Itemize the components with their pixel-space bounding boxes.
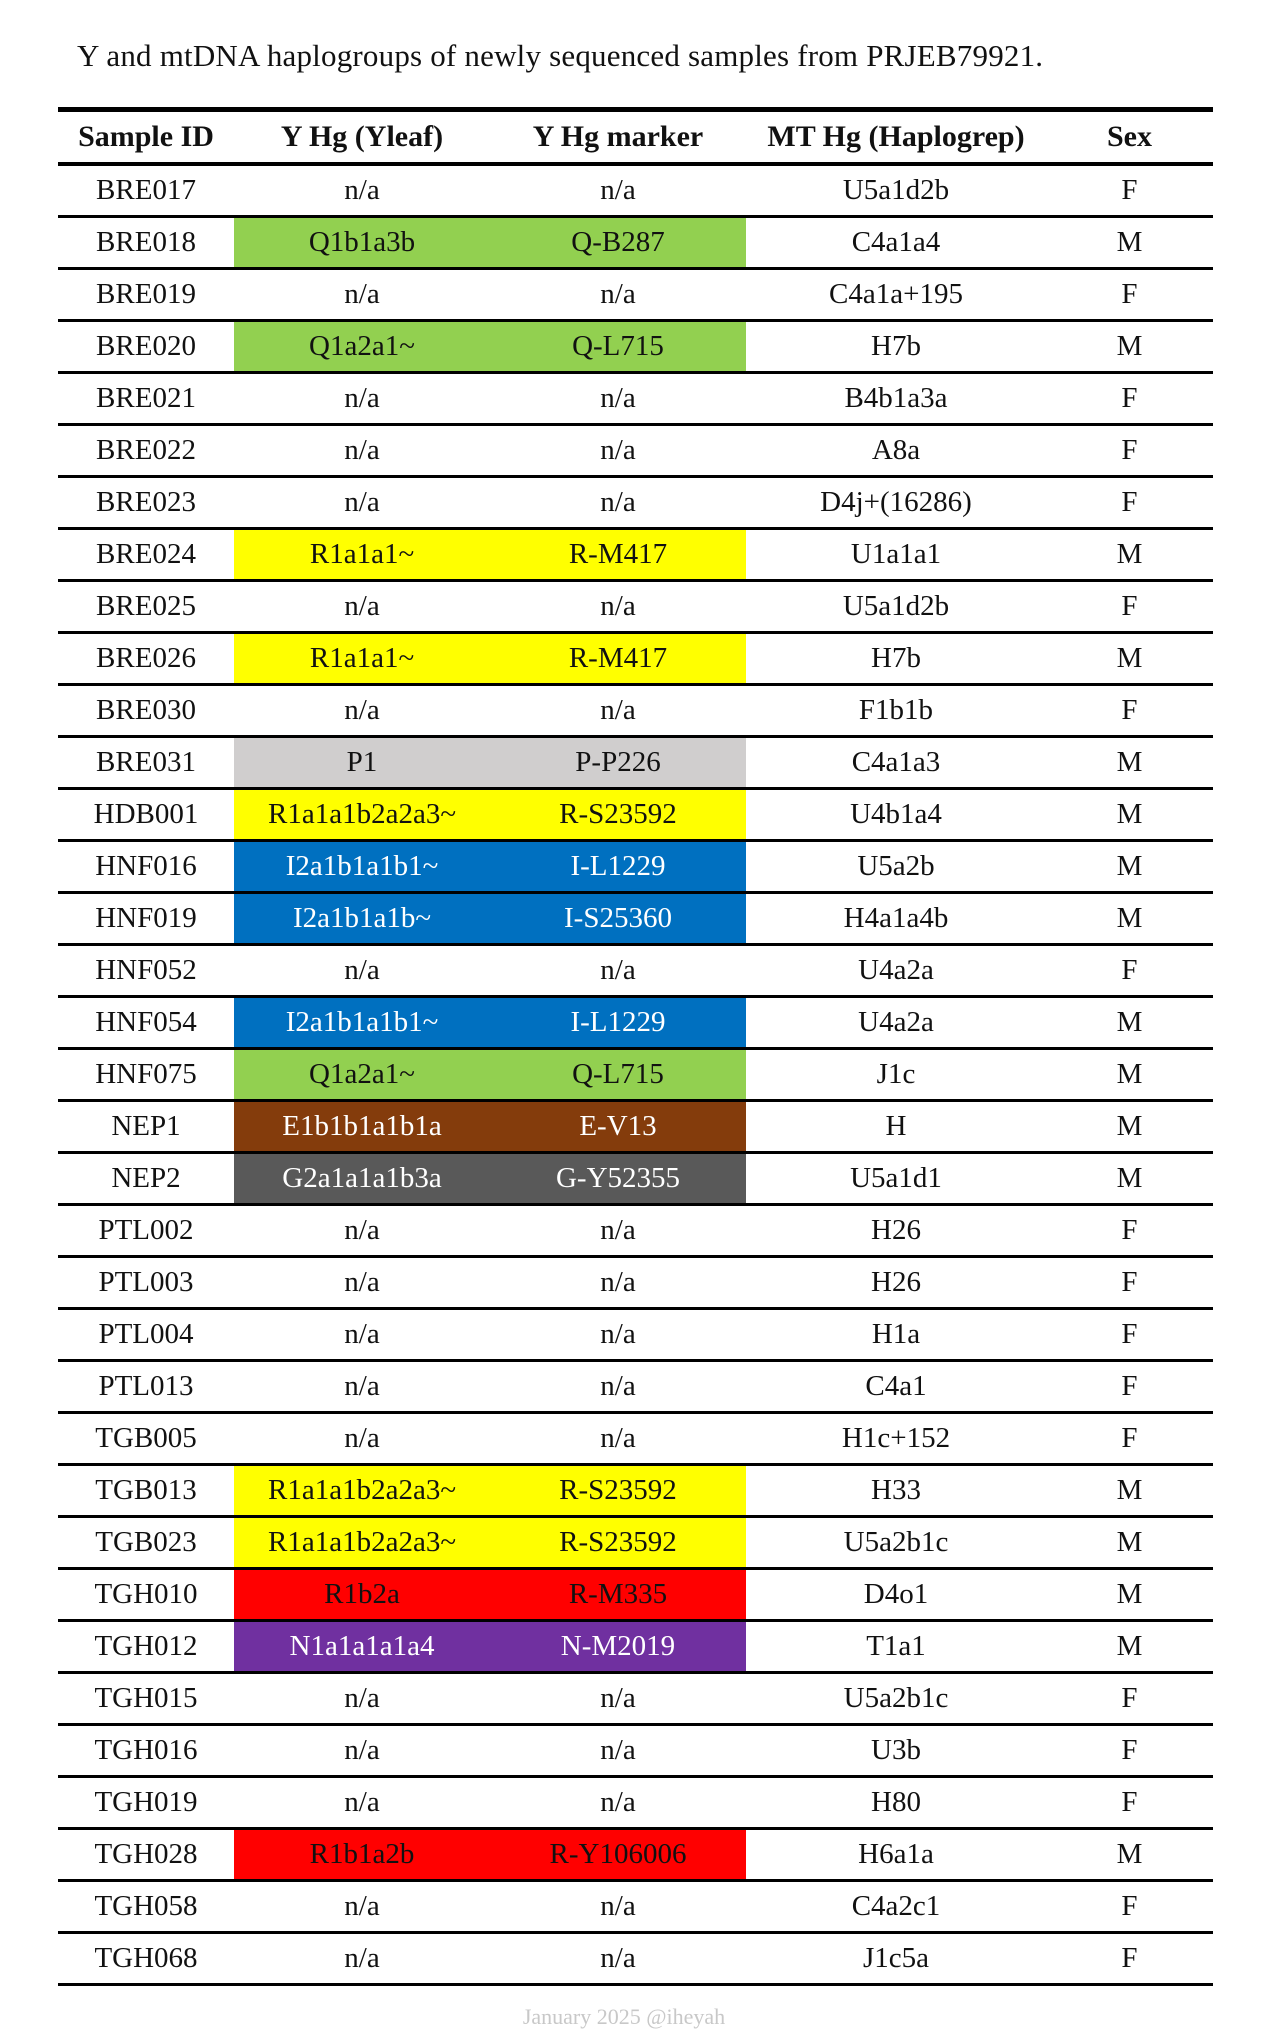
mt-hg-cell: U5a2b1c bbox=[746, 1673, 1046, 1725]
sex-cell: M bbox=[1046, 737, 1213, 789]
sample-id-cell: NEP2 bbox=[58, 1153, 234, 1205]
y-hg-cell: Q1b1a3b bbox=[234, 217, 490, 269]
mt-hg-cell: C4a1a4 bbox=[746, 217, 1046, 269]
y-hg-cell: n/a bbox=[234, 1933, 490, 1985]
mt-hg-cell: U5a1d2b bbox=[746, 164, 1046, 217]
mt-hg-cell: U5a1d1 bbox=[746, 1153, 1046, 1205]
mt-hg-cell: H bbox=[746, 1101, 1046, 1153]
sex-cell: M bbox=[1046, 529, 1213, 581]
sex-cell: M bbox=[1046, 1621, 1213, 1673]
sample-id-cell: BRE026 bbox=[58, 633, 234, 685]
y-hg-cell: n/a bbox=[234, 164, 490, 217]
y-hg-cell: n/a bbox=[234, 581, 490, 633]
table-row bbox=[58, 1673, 1213, 1725]
y-hg-cell: n/a bbox=[234, 1257, 490, 1309]
sample-id-cell: BRE022 bbox=[58, 425, 234, 477]
sample-id-cell: BRE017 bbox=[58, 164, 234, 217]
sample-id-cell: BRE031 bbox=[58, 737, 234, 789]
y-hg-cell: n/a bbox=[234, 945, 490, 997]
sample-id-cell: TGH019 bbox=[58, 1777, 234, 1829]
y-hg-cell: R1a1a1~ bbox=[234, 529, 490, 581]
table-row bbox=[58, 529, 1213, 581]
y-hg-cell: n/a bbox=[234, 1361, 490, 1413]
sample-id-cell: HNF016 bbox=[58, 841, 234, 893]
mt-hg-cell: U5a2b1c bbox=[746, 1517, 1046, 1569]
sample-id-cell: HDB001 bbox=[58, 789, 234, 841]
table-row bbox=[58, 737, 1213, 789]
table-row bbox=[58, 633, 1213, 685]
table-row bbox=[58, 1413, 1213, 1465]
mt-hg-cell: B4b1a3a bbox=[746, 373, 1046, 425]
y-hg-cell: R1a1a1~ bbox=[234, 633, 490, 685]
y-hg-cell: Q1a2a1~ bbox=[234, 1049, 490, 1101]
sample-id-cell: BRE021 bbox=[58, 373, 234, 425]
sample-id-cell: BRE024 bbox=[58, 529, 234, 581]
sex-cell: F bbox=[1046, 373, 1213, 425]
y-marker-cell: R-S23592 bbox=[490, 1465, 746, 1517]
y-hg-cell: R1b1a2b bbox=[234, 1829, 490, 1881]
y-marker-cell: I-L1229 bbox=[490, 997, 746, 1049]
y-marker-cell: R-Y106006 bbox=[490, 1829, 746, 1881]
y-hg-cell: Q1a2a1~ bbox=[234, 321, 490, 373]
y-marker-cell: n/a bbox=[490, 425, 746, 477]
y-marker-cell: n/a bbox=[490, 1205, 746, 1257]
sex-cell: M bbox=[1046, 893, 1213, 945]
sample-id-cell: HNF019 bbox=[58, 893, 234, 945]
sex-cell: F bbox=[1046, 1725, 1213, 1777]
table-row bbox=[58, 841, 1213, 893]
sex-cell: M bbox=[1046, 1517, 1213, 1569]
table-row bbox=[58, 1517, 1213, 1569]
column-header-mt-hg: MT Hg (Haplogrep) bbox=[746, 110, 1046, 165]
mt-hg-cell: F1b1b bbox=[746, 685, 1046, 737]
sex-cell: F bbox=[1046, 1673, 1213, 1725]
mt-hg-cell: C4a1a3 bbox=[746, 737, 1046, 789]
y-marker-cell: R-M417 bbox=[490, 633, 746, 685]
y-hg-cell: P1 bbox=[234, 737, 490, 789]
y-hg-cell: R1a1a1b2a2a3~ bbox=[234, 789, 490, 841]
y-marker-cell: R-M417 bbox=[490, 529, 746, 581]
y-hg-cell: I2a1b1a1b1~ bbox=[234, 997, 490, 1049]
y-marker-cell: n/a bbox=[490, 1413, 746, 1465]
sex-cell: M bbox=[1046, 1829, 1213, 1881]
sex-cell: F bbox=[1046, 477, 1213, 529]
y-hg-cell: N1a1a1a1a4 bbox=[234, 1621, 490, 1673]
sex-cell: F bbox=[1046, 1881, 1213, 1933]
y-marker-cell: G-Y52355 bbox=[490, 1153, 746, 1205]
sample-id-cell: PTL004 bbox=[58, 1309, 234, 1361]
y-marker-cell: R-M335 bbox=[490, 1569, 746, 1621]
table-row bbox=[58, 269, 1213, 321]
y-marker-cell: n/a bbox=[490, 1257, 746, 1309]
table-row bbox=[58, 1777, 1213, 1829]
table-caption: Y and mtDNA haplogroups of newly sequenced samples from PRJEB79921. bbox=[77, 38, 1044, 73]
sex-cell: M bbox=[1046, 1569, 1213, 1621]
sex-cell: M bbox=[1046, 841, 1213, 893]
table-row bbox=[58, 1205, 1213, 1257]
table-row bbox=[58, 893, 1213, 945]
sex-cell: M bbox=[1046, 1049, 1213, 1101]
table-row bbox=[58, 1465, 1213, 1517]
mt-hg-cell: J1c5a bbox=[746, 1933, 1046, 1985]
sample-id-cell: HNF075 bbox=[58, 1049, 234, 1101]
table-row bbox=[58, 1933, 1213, 1985]
y-hg-cell: n/a bbox=[234, 1413, 490, 1465]
y-hg-cell: I2a1b1a1b~ bbox=[234, 893, 490, 945]
table-row bbox=[58, 217, 1213, 269]
mt-hg-cell: H33 bbox=[746, 1465, 1046, 1517]
sex-cell: F bbox=[1046, 685, 1213, 737]
sample-id-cell: TGH028 bbox=[58, 1829, 234, 1881]
sample-id-cell: TGH010 bbox=[58, 1569, 234, 1621]
y-hg-cell: n/a bbox=[234, 269, 490, 321]
table-row bbox=[58, 945, 1213, 997]
sample-id-cell: TGB005 bbox=[58, 1413, 234, 1465]
sex-cell: F bbox=[1046, 1777, 1213, 1829]
mt-hg-cell: C4a1 bbox=[746, 1361, 1046, 1413]
table-row bbox=[58, 1881, 1213, 1933]
y-hg-cell: n/a bbox=[234, 1725, 490, 1777]
mt-hg-cell: C4a1a+195 bbox=[746, 269, 1046, 321]
sample-id-cell: PTL003 bbox=[58, 1257, 234, 1309]
mt-hg-cell: U4a2a bbox=[746, 945, 1046, 997]
mt-hg-cell: J1c bbox=[746, 1049, 1046, 1101]
y-hg-cell: n/a bbox=[234, 1309, 490, 1361]
sample-id-cell: TGH068 bbox=[58, 1933, 234, 1985]
sample-id-cell: PTL013 bbox=[58, 1361, 234, 1413]
sex-cell: F bbox=[1046, 1257, 1213, 1309]
sex-cell: M bbox=[1046, 321, 1213, 373]
table-row bbox=[58, 1309, 1213, 1361]
mt-hg-cell: U5a2b bbox=[746, 841, 1046, 893]
column-header-sex: Sex bbox=[1046, 110, 1213, 165]
table-row bbox=[58, 1569, 1213, 1621]
sample-id-cell: PTL002 bbox=[58, 1205, 234, 1257]
table-row bbox=[58, 164, 1213, 217]
y-hg-cell: n/a bbox=[234, 1205, 490, 1257]
sex-cell: M bbox=[1046, 217, 1213, 269]
y-marker-cell: n/a bbox=[490, 1361, 746, 1413]
haplogroup-table bbox=[58, 107, 1213, 1986]
table-row bbox=[58, 321, 1213, 373]
column-header-y-hg: Y Hg (Yleaf) bbox=[234, 110, 490, 165]
column-header-sample-id: Sample ID bbox=[58, 110, 234, 165]
y-hg-cell: n/a bbox=[234, 373, 490, 425]
y-marker-cell: E-V13 bbox=[490, 1101, 746, 1153]
mt-hg-cell: U4b1a4 bbox=[746, 789, 1046, 841]
y-hg-cell: n/a bbox=[234, 1673, 490, 1725]
sample-id-cell: TGH012 bbox=[58, 1621, 234, 1673]
y-hg-cell: n/a bbox=[234, 1777, 490, 1829]
y-marker-cell: n/a bbox=[490, 945, 746, 997]
mt-hg-cell: C4a2c1 bbox=[746, 1881, 1046, 1933]
mt-hg-cell: T1a1 bbox=[746, 1621, 1046, 1673]
mt-hg-cell: A8a bbox=[746, 425, 1046, 477]
sex-cell: F bbox=[1046, 1361, 1213, 1413]
sample-id-cell: TGH015 bbox=[58, 1673, 234, 1725]
sample-id-cell: TGB023 bbox=[58, 1517, 234, 1569]
y-marker-cell: n/a bbox=[490, 1777, 746, 1829]
y-hg-cell: n/a bbox=[234, 477, 490, 529]
sex-cell: F bbox=[1046, 1309, 1213, 1361]
sex-cell: F bbox=[1046, 269, 1213, 321]
y-marker-cell: n/a bbox=[490, 164, 746, 217]
table-row bbox=[58, 581, 1213, 633]
table-row bbox=[58, 1101, 1213, 1153]
sample-id-cell: HNF052 bbox=[58, 945, 234, 997]
y-marker-cell: n/a bbox=[490, 685, 746, 737]
y-marker-cell: n/a bbox=[490, 477, 746, 529]
y-hg-cell: n/a bbox=[234, 1881, 490, 1933]
sample-id-cell: TGH016 bbox=[58, 1725, 234, 1777]
mt-hg-cell: U4a2a bbox=[746, 997, 1046, 1049]
y-marker-cell: n/a bbox=[490, 269, 746, 321]
table-row bbox=[58, 1257, 1213, 1309]
sex-cell: F bbox=[1046, 945, 1213, 997]
sex-cell: F bbox=[1046, 1933, 1213, 1985]
y-marker-cell: N-M2019 bbox=[490, 1621, 746, 1673]
mt-hg-cell: U1a1a1 bbox=[746, 529, 1046, 581]
mt-hg-cell: H1a bbox=[746, 1309, 1046, 1361]
sex-cell: F bbox=[1046, 581, 1213, 633]
y-marker-cell: Q-B287 bbox=[490, 217, 746, 269]
table-row bbox=[58, 685, 1213, 737]
sample-id-cell: HNF054 bbox=[58, 997, 234, 1049]
y-marker-cell: P-P226 bbox=[490, 737, 746, 789]
sample-id-cell: BRE018 bbox=[58, 217, 234, 269]
mt-hg-cell: H80 bbox=[746, 1777, 1046, 1829]
y-marker-cell: n/a bbox=[490, 581, 746, 633]
y-marker-cell: R-S23592 bbox=[490, 789, 746, 841]
sex-cell: F bbox=[1046, 425, 1213, 477]
mt-hg-cell: H6a1a bbox=[746, 1829, 1046, 1881]
y-marker-cell: n/a bbox=[490, 1725, 746, 1777]
table-row bbox=[58, 997, 1213, 1049]
sex-cell: M bbox=[1046, 997, 1213, 1049]
y-hg-cell: G2a1a1a1b3a bbox=[234, 1153, 490, 1205]
mt-hg-cell: D4o1 bbox=[746, 1569, 1046, 1621]
y-hg-cell: R1a1a1b2a2a3~ bbox=[234, 1465, 490, 1517]
sample-id-cell: BRE020 bbox=[58, 321, 234, 373]
sex-cell: F bbox=[1046, 1205, 1213, 1257]
sample-id-cell: BRE019 bbox=[58, 269, 234, 321]
table-row bbox=[58, 477, 1213, 529]
sample-id-cell: TGB013 bbox=[58, 1465, 234, 1517]
table-row bbox=[58, 425, 1213, 477]
table-body bbox=[58, 164, 1213, 1985]
watermark-footer: January 2025 @iheyah bbox=[522, 2004, 726, 2029]
y-marker-cell: I-S25360 bbox=[490, 893, 746, 945]
table-row bbox=[58, 1829, 1213, 1881]
sex-cell: F bbox=[1046, 1413, 1213, 1465]
mt-hg-cell: H26 bbox=[746, 1257, 1046, 1309]
sex-cell: M bbox=[1046, 633, 1213, 685]
mt-hg-cell: H4a1a4b bbox=[746, 893, 1046, 945]
table-row bbox=[58, 1621, 1213, 1673]
sample-id-cell: NEP1 bbox=[58, 1101, 234, 1153]
column-header-y-marker: Y Hg marker bbox=[490, 110, 746, 165]
mt-hg-cell: H26 bbox=[746, 1205, 1046, 1257]
mt-hg-cell: U5a1d2b bbox=[746, 581, 1046, 633]
y-marker-cell: n/a bbox=[490, 1933, 746, 1985]
mt-hg-cell: D4j+(16286) bbox=[746, 477, 1046, 529]
sex-cell: M bbox=[1046, 1153, 1213, 1205]
y-hg-cell: R1b2a bbox=[234, 1569, 490, 1621]
table-row bbox=[58, 373, 1213, 425]
table-row bbox=[58, 789, 1213, 841]
y-hg-cell: R1a1a1b2a2a3~ bbox=[234, 1517, 490, 1569]
y-hg-cell: n/a bbox=[234, 425, 490, 477]
y-marker-cell: R-S23592 bbox=[490, 1517, 746, 1569]
y-marker-cell: n/a bbox=[490, 1309, 746, 1361]
y-marker-cell: Q-L715 bbox=[490, 1049, 746, 1101]
sex-cell: F bbox=[1046, 164, 1213, 217]
mt-hg-cell: U3b bbox=[746, 1725, 1046, 1777]
header-row bbox=[58, 110, 1213, 165]
sex-cell: M bbox=[1046, 789, 1213, 841]
table-row bbox=[58, 1153, 1213, 1205]
sex-cell: M bbox=[1046, 1101, 1213, 1153]
sample-id-cell: BRE025 bbox=[58, 581, 234, 633]
sample-id-cell: BRE030 bbox=[58, 685, 234, 737]
y-marker-cell: Q-L715 bbox=[490, 321, 746, 373]
y-marker-cell: n/a bbox=[490, 1881, 746, 1933]
y-hg-cell: I2a1b1a1b1~ bbox=[234, 841, 490, 893]
y-hg-cell: E1b1b1a1b1a bbox=[234, 1101, 490, 1153]
table-row bbox=[58, 1049, 1213, 1101]
table-row bbox=[58, 1361, 1213, 1413]
mt-hg-cell: H7b bbox=[746, 633, 1046, 685]
sample-id-cell: BRE023 bbox=[58, 477, 234, 529]
y-marker-cell: n/a bbox=[490, 1673, 746, 1725]
sample-id-cell: TGH058 bbox=[58, 1881, 234, 1933]
mt-hg-cell: H1c+152 bbox=[746, 1413, 1046, 1465]
y-hg-cell: n/a bbox=[234, 685, 490, 737]
table-row bbox=[58, 1725, 1213, 1777]
y-marker-cell: I-L1229 bbox=[490, 841, 746, 893]
sex-cell: M bbox=[1046, 1465, 1213, 1517]
mt-hg-cell: H7b bbox=[746, 321, 1046, 373]
y-marker-cell: n/a bbox=[490, 373, 746, 425]
